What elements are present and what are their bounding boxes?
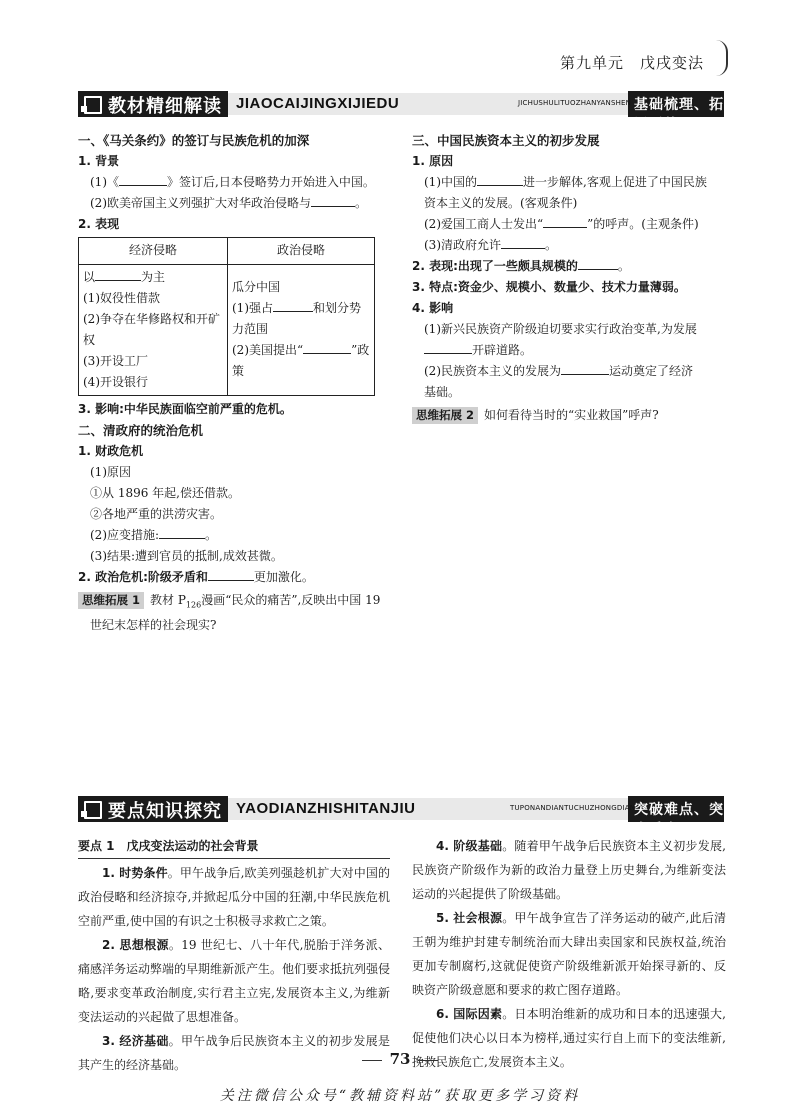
section-banner-1 — [78, 91, 724, 133]
fill-blank — [477, 172, 523, 186]
fill-blank — [208, 567, 254, 581]
paragraph: 2. 思想根源。19 世纪七、八十年代,脱胎于洋务派、痛感洋务运动弊端的早期维新派产生。他们要求抵抗列强侵略,要求变革政治制度,实行君主立宪,发展资本主义,为维新变法运动的兴起做了思想准备。 — [78, 938, 391, 1024]
fill-blank — [95, 267, 141, 281]
fill-blank — [543, 214, 587, 228]
extension-tag: 思维拓展 2 — [412, 407, 478, 424]
subheading: 1. 背景 — [78, 154, 120, 168]
paragraph: 4. 阶级基础。随着甲午战争后民族资本主义初步发展,民族资产阶级作为新的政治力量登上历史舞台,为维新变法运动的兴起提供了阶级基础。 — [412, 839, 726, 901]
header-decoration — [716, 40, 728, 76]
subheading: 1. 原因 — [412, 154, 454, 168]
lower-right-column — [412, 834, 726, 1074]
page-number: 73 — [0, 1050, 800, 1068]
text-line: (1)中国的 进一步解体,客观上促进了中国民族 — [412, 172, 730, 193]
section-banner-2 — [78, 796, 724, 838]
paragraph: 3. 经济基础。甲午战争后民族资本主义的初步发展是其产生的经济基础。 — [78, 1034, 390, 1072]
table-header: 政治侵略 — [228, 238, 375, 265]
text-line: 3. 特点:资金少、规模小、数量少、技术力量薄弱。 — [412, 280, 686, 294]
fill-blank — [273, 298, 313, 312]
key-point-title: 要点 1 戊戌变法运动的社会背景 — [78, 839, 259, 853]
text-line: 2. 政治危机:阶级矛盾和 更加激化。 — [78, 567, 388, 588]
subheading: 1. 财政危机 — [78, 444, 144, 458]
text-line: (3)结果:遭到官员的抵制,成效甚微。 — [90, 549, 283, 563]
text-line: 3. 影响:中华民族面临空前严重的危机。 — [78, 402, 292, 416]
table-cell: 瓜分中国 (1)强占 和划分势力范围 (2)美国提出“ ”政策 — [228, 265, 375, 396]
banner-title-pinyin: YAODIANZHISHITANJIU — [236, 800, 416, 817]
paragraph: 6. 国际因素。日本明治维新的成功和日本的迅速强大,促使他们决心以日本为榜样,通过实行自上而下的变法维新,挽救民族危亡,发展资本主义。 — [412, 1007, 726, 1069]
section-heading: 三、中国民族资本主义的初步发展 — [412, 133, 600, 148]
text-line: (2)民族资本主义的发展为 运动奠定了经济 — [412, 361, 730, 382]
banner-title: 教材精细解读 — [108, 96, 222, 117]
table-cell: 以 为主 (1)奴役性借款 (2)争夺在华修路权和开矿权 (3)开设工厂 (4)开设银行 — [79, 265, 228, 396]
subheading: 2. 表现 — [78, 217, 120, 231]
fill-blank — [119, 172, 167, 186]
extension-tag: 思维拓展 1 — [78, 592, 144, 609]
text-line: 开辟道路。 — [412, 340, 730, 361]
text-line: (1)《 》签订后,日本侵略势力开始进入中国。 — [78, 172, 388, 193]
banner-subtitle-pinyin: TUPONANDIANTUCHUZHONGDIAN — [510, 804, 636, 812]
fill-blank — [561, 361, 609, 375]
banner-title: 要点知识探究 — [108, 801, 222, 822]
banner-title-pinyin: JIAOCAIJINGXIJIEDU — [236, 95, 400, 112]
section-heading: 二、清政府的统治危机 — [78, 423, 204, 438]
text-line: 2. 表现:出现了一些颇具规模的 。 — [412, 256, 730, 277]
paragraph: 1. 时势条件。甲午战争后,欧美列强趁机扩大对中国的政治侵略和经济掠夺,并掀起瓜分中国的狂潮,中华民族危机空前严重,使中国的有识之士积极寻求救亡之策。 — [78, 866, 390, 928]
thinking-extension-2: 思维拓展 2 如何看待当时的“实业救国”呼声? — [412, 405, 730, 426]
thinking-extension-1: 思维拓展 1 教材 $P_{126}$漫画“民众的痛苦”,反映出中国 19 — [78, 590, 388, 615]
text-line: (2)欧美帝国主义列强扩大对华政治侵略与 。 — [78, 193, 388, 214]
text-line: 世纪末怎样的社会现实? — [90, 618, 217, 633]
text-line: (1)新兴民族资产阶级迫切要求实行政治变革,为发展 — [424, 322, 697, 336]
fill-blank — [424, 340, 472, 354]
text-line: 资本主义的发展。(客观条件) — [424, 196, 578, 210]
text-line: (2)爱国工商人士发出“ ”的呼声。(主观条件) — [412, 214, 730, 235]
unit-title: 第九单元 戊戌变法 — [559, 54, 704, 72]
text-line: 基础。 — [424, 385, 461, 399]
paragraph: 5. 社会根源。甲午战争宣告了洋务运动的破产,此后清王朝为维护封建专制统治而大肆出卖国家和民族权益,统治更加专制腐朽,这就促使资产阶级维新派开始探寻新的、反映资产阶级意愿和要求的救亡图存道路。 — [412, 911, 726, 997]
comparison-table — [78, 237, 375, 396]
banner-subtitle-pinyin: JICHUSHULITUOZHANYANSHEN — [518, 99, 632, 107]
table-header: 经济侵略 — [79, 238, 228, 265]
text-line: ②各地严重的洪涝灾害。 — [90, 507, 223, 521]
fill-blank — [303, 340, 351, 354]
left-column — [78, 130, 388, 636]
fill-blank — [578, 256, 618, 270]
banner-subtitle: 突破难点、突出重点 — [634, 802, 724, 838]
fill-blank — [159, 525, 205, 539]
lower-left-column — [78, 834, 390, 1077]
text-line: (3)清政府允许 。 — [412, 235, 730, 256]
pin-icon — [84, 801, 102, 819]
pin-icon — [84, 96, 102, 114]
banner-subtitle: 基础梳理、拓展延伸 — [634, 97, 724, 133]
footer-note: 关注微信公众号“教辅资料站”获取更多学习资料 — [219, 1088, 581, 1104]
right-column — [412, 130, 730, 426]
fill-blank — [501, 235, 545, 249]
text-line: (1)原因 — [90, 465, 131, 479]
section-heading: 一、《马关条约》的签订与民族危机的加深 — [78, 133, 310, 148]
fill-blank — [311, 193, 355, 207]
text-line: (2)应变措施: 。 — [78, 525, 388, 546]
subheading: 4. 影响 — [412, 301, 454, 315]
text-line: ①从 1896 年起,偿还借款。 — [90, 486, 240, 500]
